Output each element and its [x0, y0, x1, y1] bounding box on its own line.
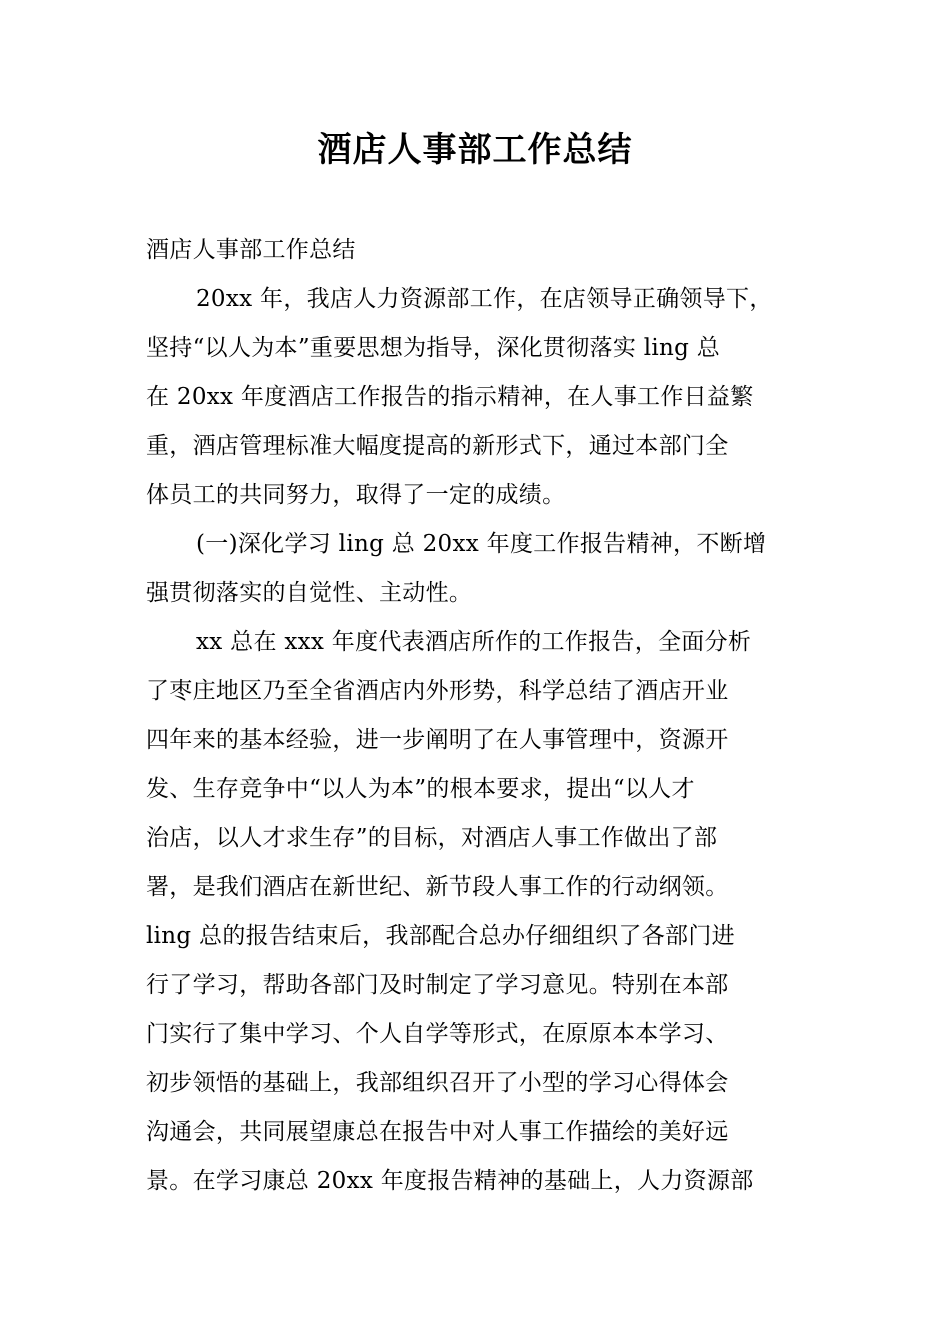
- paragraph-line: 景。在学习康总 20xx 年度报告精神的基础上，人力资源部: [146, 1168, 754, 1194]
- paragraph-line: 初步领悟的基础上，我部组织召开了小型的学习心得体会: [146, 1070, 729, 1096]
- paragraph-line: 行了学习，帮助各部门及时制定了学习意见。特别在本部: [146, 972, 729, 998]
- paragraph-line: 坚持“以人为本”重要思想为指导，深化贯彻落实 ling 总: [146, 335, 721, 361]
- paragraph-line: 发、生存竞争中“以人为本”的根本要求，提出“以人才: [146, 776, 695, 802]
- paragraph-line: ling 总的报告结束后，我部配合总办仔细组织了各部门进: [146, 923, 735, 949]
- document-body: [146, 226, 826, 1206]
- subtitle-line: 酒店人事部工作总结: [146, 237, 356, 263]
- document-title: 酒店人事部工作总结: [317, 130, 633, 170]
- paragraph-line: 在 20xx 年度酒店工作报告的指示精神，在人事工作日益繁: [146, 384, 754, 410]
- paragraph-line: 沟通会，共同展望康总在报告中对人事工作描绘的美好远: [146, 1119, 729, 1145]
- paragraph-line: 强贯彻落实的自觉性、主动性。: [146, 580, 473, 606]
- paragraph-line: 署，是我们酒店在新世纪、新节段人事工作的行动纲领。: [146, 874, 729, 900]
- paragraph-line: 门实行了集中学习、个人自学等形式，在原原本本学习、: [146, 1021, 729, 1047]
- paragraph-line: xx 总在 xxx 年度代表酒店所作的工作报告，全面分析: [196, 629, 752, 655]
- paragraph-line: 20xx 年，我店人力资源部工作，在店领导正确领导下，: [196, 286, 773, 312]
- paragraph-line: 治店，以人才求生存”的目标，对酒店人事工作做出了部: [146, 825, 718, 851]
- paragraph-line: 四年来的基本经验，进一步阐明了在人事管理中，资源开: [146, 727, 729, 753]
- paragraph-line: 了枣庄地区乃至全省酒店内外形势，科学总结了酒店开业: [146, 678, 729, 704]
- paragraph-line: (一)深化学习 ling 总 20xx 年度工作报告精神，不断增: [196, 531, 767, 557]
- paragraph-line: 重，酒店管理标准大幅度提高的新形式下，通过本部门全: [146, 433, 729, 459]
- paragraph-line: 体员工的共同努力，取得了一定的成绩。: [146, 482, 566, 508]
